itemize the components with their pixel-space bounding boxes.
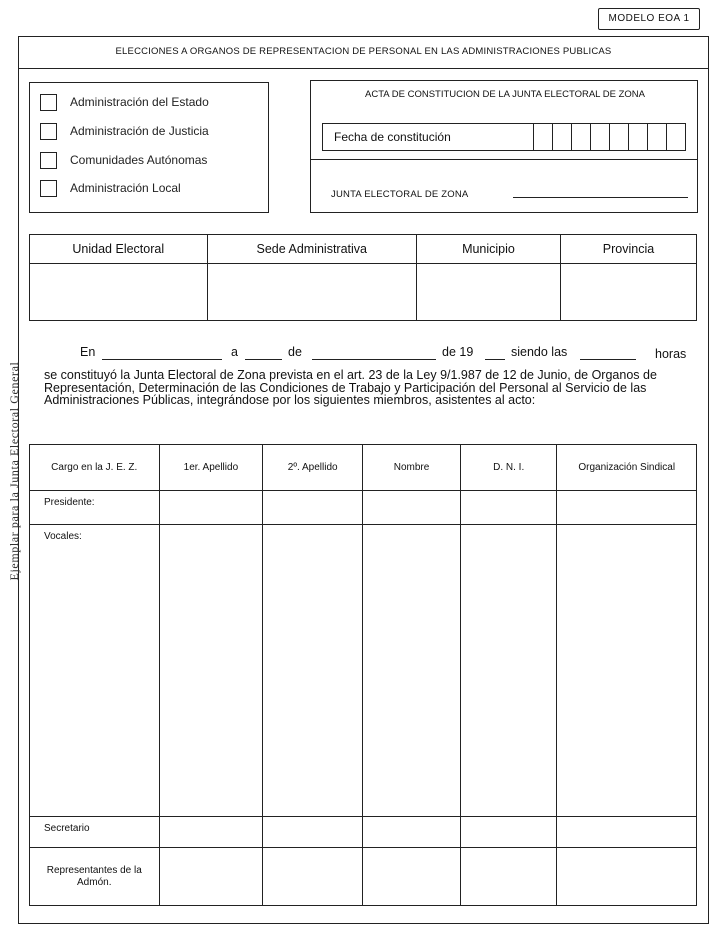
members-header: 1er. Apellido: [159, 445, 263, 491]
checkbox[interactable]: [40, 152, 57, 169]
model-label: MODELO EOA 1: [598, 8, 700, 30]
table-cell[interactable]: [460, 525, 556, 817]
table-cell[interactable]: [363, 525, 461, 817]
junta-electoral-label: JUNTA ELECTORAL DE ZONA: [331, 189, 469, 200]
members-header: 2º. Apellido: [263, 445, 363, 491]
table-cell[interactable]: [263, 525, 363, 817]
option-administracion-justicia[interactable]: [40, 121, 209, 141]
option-administracion-local[interactable]: [40, 178, 181, 198]
side-copy-label: Ejemplar para la Junta Electoral General: [7, 361, 21, 581]
unit-header: Provincia: [560, 235, 696, 264]
option-administracion-estado[interactable]: [40, 92, 209, 112]
table-cell[interactable]: [159, 848, 263, 906]
table-cell[interactable]: [159, 491, 263, 525]
provincia-cell[interactable]: [560, 264, 696, 321]
date-cell[interactable]: [609, 124, 610, 150]
row-label-representantes: Representantes de la Admón.: [30, 848, 160, 906]
row-label-presidente: Presidente:: [30, 491, 160, 525]
date-cell[interactable]: [571, 124, 572, 150]
option-comunidades-autonomas[interactable]: [40, 150, 207, 170]
anio-blank[interactable]: [485, 349, 505, 360]
table-cell[interactable]: [363, 817, 461, 848]
table-cell[interactable]: [460, 491, 556, 525]
statement-a: a: [231, 345, 238, 359]
fecha-label: Fecha de constitución: [334, 130, 451, 144]
option-label: Comunidades Autónomas: [70, 153, 208, 167]
acta-box: [310, 80, 698, 213]
option-label: Administración del Estado: [70, 95, 209, 109]
table-cell[interactable]: [460, 848, 556, 906]
date-cell[interactable]: [533, 124, 534, 150]
statement-siendo: siendo las: [511, 345, 568, 359]
table-row: [30, 817, 697, 848]
fecha-constitucion-field[interactable]: [322, 123, 686, 151]
table-cell[interactable]: [159, 817, 263, 848]
table-cell[interactable]: [557, 491, 697, 525]
checkbox[interactable]: [40, 123, 57, 140]
unit-header: Municipio: [417, 235, 561, 264]
checkbox[interactable]: [40, 94, 57, 111]
table-cell[interactable]: [263, 491, 363, 525]
option-label: Administración Local: [70, 181, 181, 195]
members-header: Nombre: [363, 445, 461, 491]
table-row: [30, 848, 697, 906]
date-cell[interactable]: [628, 124, 629, 150]
table-cell[interactable]: [263, 848, 363, 906]
municipio-cell[interactable]: [417, 264, 561, 321]
row-label-vocales: Vocales:: [30, 525, 160, 817]
unit-header: Unidad Electoral: [30, 235, 208, 264]
statement-de19: de 19: [442, 345, 474, 359]
option-label: Administración de Justicia: [70, 124, 209, 138]
table-cell[interactable]: [263, 817, 363, 848]
date-cell[interactable]: [590, 124, 591, 150]
divider: [311, 159, 697, 160]
sede-administrativa-cell[interactable]: [207, 264, 416, 321]
unit-header: Sede Administrativa: [207, 235, 416, 264]
members-header: Organización Sindical: [557, 445, 697, 491]
junta-electoral-field[interactable]: [513, 197, 688, 198]
date-cell[interactable]: [647, 124, 648, 150]
table-cell[interactable]: [159, 525, 263, 817]
members-table: [29, 444, 697, 906]
hora-blank[interactable]: [580, 349, 636, 360]
row-label-secretario: Secretario: [30, 817, 160, 848]
table-cell[interactable]: [363, 848, 461, 906]
table-cell[interactable]: [460, 817, 556, 848]
checkbox[interactable]: [40, 180, 57, 197]
unit-table: [29, 234, 697, 321]
members-header: D. N. I.: [460, 445, 556, 491]
administration-selector: [29, 82, 269, 213]
dia-blank[interactable]: [245, 349, 282, 360]
statement-de: de: [288, 345, 302, 359]
acta-title: ACTA DE CONSTITUCION DE LA JUNTA ELECTORAL DE ZONA: [365, 89, 645, 100]
table-row: [30, 491, 697, 525]
statement-horas: horas: [655, 347, 687, 361]
table-cell[interactable]: [557, 848, 697, 906]
table-cell[interactable]: [557, 817, 697, 848]
table-cell[interactable]: [363, 491, 461, 525]
table-cell[interactable]: [557, 525, 697, 817]
statement-en: En: [80, 345, 96, 359]
date-cell[interactable]: [552, 124, 553, 150]
unidad-electoral-cell[interactable]: [30, 264, 208, 321]
members-header: Cargo en la J. E. Z.: [30, 445, 160, 491]
form-header-title: ELECCIONES A ORGANOS DE REPRESENTACION DE PERSONAL EN LAS ADMINISTRACIONES PUBLICAS: [18, 36, 709, 69]
mes-blank[interactable]: [312, 349, 436, 360]
date-cell[interactable]: [666, 124, 667, 150]
statement-body: se constituyó la Junta Electoral de Zona prevista en el art. 23 de la Ley 9/1.987 de 12 de Junio, de Organos de Representación, Determinación de las Condiciones de Trabajo y Participación del Personal al Servicio de las Administraciones Públicas, integrándose por los siguientes miembros, asistentes al acto:: [44, 368, 657, 407]
lugar-blank[interactable]: [102, 349, 222, 360]
table-row: [30, 525, 697, 817]
